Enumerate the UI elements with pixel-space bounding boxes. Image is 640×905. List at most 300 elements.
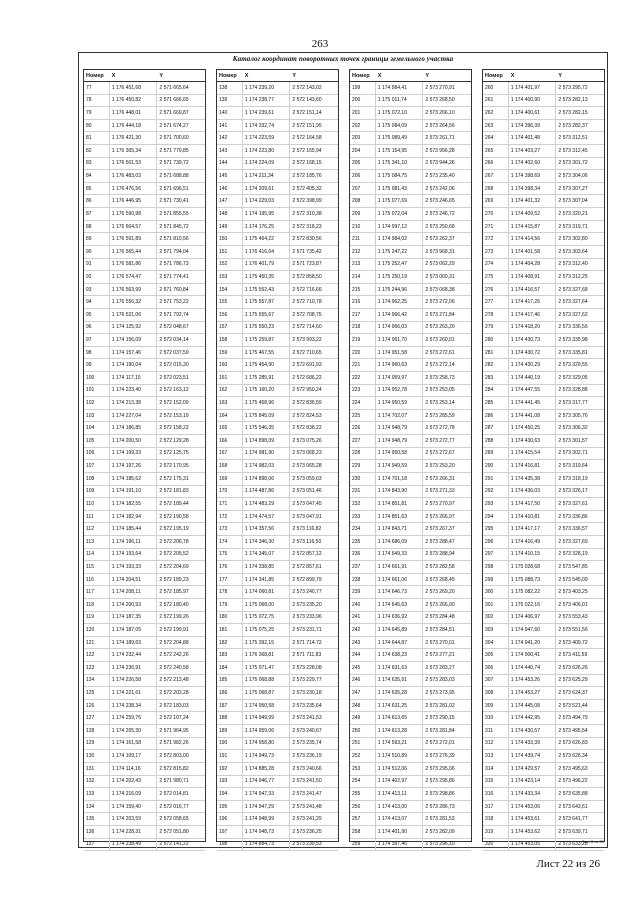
coord-y: 2 573 328,88 <box>558 387 588 394</box>
point-number: 312 <box>483 738 509 750</box>
table-row <box>483 435 604 448</box>
point-number: 287 <box>483 422 509 434</box>
table-row <box>84 473 205 486</box>
coord-y: 2 573 062,29 <box>425 261 455 268</box>
coordinate-column <box>216 69 339 848</box>
table-row <box>483 549 604 562</box>
table-row <box>350 259 471 272</box>
table-row <box>217 259 338 272</box>
point-number: 108 <box>84 473 110 485</box>
point-number: 113 <box>84 536 110 548</box>
coord-x: 1 174 236,91 <box>110 662 158 674</box>
coord-y: 2 573 241,50 <box>292 778 322 785</box>
coord-y: 2 573 270,97 <box>425 500 455 507</box>
coord-y: 2 573 266,10 <box>425 110 455 117</box>
point-number: 248 <box>350 700 376 712</box>
point-number: 95 <box>84 309 110 321</box>
table-row <box>350 649 471 662</box>
table-row <box>84 511 205 524</box>
table-row <box>217 359 338 372</box>
point-number: 314 <box>483 763 509 775</box>
coord-x: 1 174 645,63 <box>376 599 424 611</box>
point-number: 115 <box>84 561 110 573</box>
header-number: Номер <box>485 72 503 79</box>
table-row <box>84 271 205 284</box>
point-number: 165 <box>217 422 243 434</box>
coordinate-column <box>349 69 472 848</box>
coord-x: 1 174 453,27 <box>509 687 557 699</box>
table-row <box>84 738 205 751</box>
coord-y: 2 572 143,60 <box>292 97 322 104</box>
coord-x: 1 174 211,34 <box>243 170 291 182</box>
point-number: 212 <box>350 246 376 258</box>
point-number: 144 <box>217 158 243 170</box>
table-row <box>84 662 205 675</box>
coord-y: 2 572 203,28 <box>159 690 189 697</box>
table-row <box>217 284 338 297</box>
point-number: 161 <box>217 372 243 384</box>
coord-y: 2 572 318,23 <box>292 223 322 230</box>
point-number: 112 <box>84 523 110 535</box>
coord-x: 1 176 305,34 <box>110 145 158 157</box>
table-row <box>483 725 604 738</box>
coord-x: 1 175 259,87 <box>243 334 291 346</box>
coordinate-column <box>83 69 206 848</box>
point-number: 264 <box>483 132 509 144</box>
coord-y: 2 573 253,14 <box>425 400 455 407</box>
coord-y: 2 573 272,06 <box>425 299 455 306</box>
coord-y: 2 572 710,78 <box>292 299 322 306</box>
coord-x: 1 174 960,63 <box>376 359 424 371</box>
table-row <box>483 712 604 725</box>
coord-x: 1 174 417,17 <box>509 523 557 535</box>
coord-x: 1 174 947,29 <box>243 801 291 813</box>
header-x: X <box>111 72 116 79</box>
table-row <box>350 271 471 284</box>
coord-x: 1 174 447,55 <box>509 385 557 397</box>
coord-y: 2 571 810,56 <box>159 236 189 243</box>
coord-x: 1 174 357,56 <box>243 523 291 535</box>
point-number: 147 <box>217 195 243 207</box>
table-row <box>483 649 604 662</box>
table-row <box>84 246 205 259</box>
point-number: 275 <box>483 271 509 283</box>
coord-x: 1 175 068,87 <box>243 687 291 699</box>
coord-y: 2 573 336,57 <box>558 526 588 533</box>
inner-sheet-label: Лист 8 из 30 <box>581 839 604 844</box>
point-number: 156 <box>217 309 243 321</box>
coord-y: 2 573 233,96 <box>292 614 322 621</box>
coord-x: 1 174 191,10 <box>110 486 158 498</box>
coord-y: 2 573 059,03 <box>292 475 322 482</box>
point-number: 182 <box>217 637 243 649</box>
point-number: 308 <box>483 687 509 699</box>
coord-y: 2 573 547,85 <box>558 563 588 570</box>
coord-x: 1 174 203,59 <box>110 813 158 825</box>
point-number: 237 <box>350 561 376 573</box>
coord-x: 1 176 368,81 <box>243 649 291 661</box>
coord-y: 2 572 204,88 <box>159 639 189 646</box>
table-row <box>84 788 205 801</box>
coord-y: 2 573 253,05 <box>425 387 455 394</box>
table-row <box>217 183 338 196</box>
table-row <box>217 107 338 120</box>
point-number: 133 <box>84 788 110 800</box>
coord-y: 2 573 312,40 <box>558 261 588 268</box>
coord-x: 1 175 285,91 <box>243 372 291 384</box>
coord-x: 1 174 981,90 <box>243 448 291 460</box>
table-row <box>350 498 471 511</box>
coord-x: 1 174 410,15 <box>509 549 557 561</box>
point-number: 317 <box>483 801 509 813</box>
coord-x: 1 174 415,87 <box>509 221 557 233</box>
header-x: X <box>510 72 515 79</box>
table-row <box>84 801 205 814</box>
coord-y: 2 573 236,19 <box>292 753 322 760</box>
table-row <box>217 95 338 108</box>
table-row <box>84 725 205 738</box>
point-number: 168 <box>217 460 243 472</box>
coord-y: 2 572 151,95 <box>292 122 322 129</box>
table-row <box>217 397 338 410</box>
table-row <box>217 687 338 700</box>
table-row <box>350 750 471 763</box>
coord-y: 2 573 317,77 <box>558 400 588 407</box>
table-row <box>350 195 471 208</box>
coord-y: 2 573 302,80 <box>558 236 588 243</box>
point-number: 106 <box>84 448 110 460</box>
coord-x: 1 175 072,10 <box>376 107 424 119</box>
coord-x: 1 174 117,15 <box>110 372 158 384</box>
table-row <box>217 410 338 423</box>
coord-y: 2 573 284,51 <box>425 627 455 633</box>
coord-y: 2 573 312,45 <box>558 147 588 154</box>
table-row <box>217 473 338 486</box>
point-number: 297 <box>483 549 509 561</box>
catalog-title: Каталог координат поворотных точек границы земельного участка <box>232 55 454 63</box>
coord-y: 2 571 786,73 <box>159 261 189 268</box>
coordinate-columns <box>83 69 605 848</box>
coord-y: 2 573 270,01 <box>425 639 455 646</box>
coord-y: 2 572 714,60 <box>292 324 322 331</box>
coord-y: 2 573 268,50 <box>425 97 455 104</box>
point-number: 233 <box>350 511 376 523</box>
point-number: 235 <box>350 536 376 548</box>
table-row <box>483 334 604 347</box>
coord-y: 2 573 304,06 <box>558 173 588 180</box>
coord-y: 2 573 320,21 <box>558 210 588 217</box>
coord-x: 1 174 224,09 <box>243 158 291 170</box>
point-number: 84 <box>84 170 110 182</box>
point-number: 143 <box>217 145 243 157</box>
coord-x: 1 175 084,09 <box>376 120 424 132</box>
point-number: 289 <box>483 448 509 460</box>
coord-x: 1 174 406,97 <box>509 612 557 624</box>
coord-y: 2 573 641,77 <box>558 816 588 823</box>
coord-y: 2 573 335,98 <box>558 336 588 343</box>
table-row <box>350 246 471 259</box>
table-row <box>84 813 205 826</box>
coord-x: 1 174 613,28 <box>376 725 424 737</box>
table-row <box>217 536 338 549</box>
point-number: 293 <box>483 498 509 510</box>
coord-x: 1 174 193,33 <box>110 561 158 573</box>
coord-x: 1 174 423,14 <box>509 776 557 788</box>
coord-x: 1 175 068,00 <box>243 599 291 611</box>
coord-y: 2 572 034,14 <box>159 336 189 343</box>
point-number: 259 <box>350 839 376 851</box>
coord-x: 1 174 413,11 <box>376 788 424 800</box>
point-number: 139 <box>217 95 243 107</box>
point-number: 221 <box>350 359 376 371</box>
table-row <box>483 145 604 158</box>
table-row <box>217 788 338 801</box>
table-row <box>483 776 604 789</box>
table-row <box>84 422 205 435</box>
point-number: 93 <box>84 284 110 296</box>
coord-x: 1 175 082,22 <box>509 586 557 598</box>
sheet-label: Лист 22 из 26 <box>536 858 600 870</box>
coord-x: 1 176 565,44 <box>110 246 158 258</box>
table-row <box>350 801 471 814</box>
coord-y: 2 573 276,39 <box>425 753 455 760</box>
coord-y: 2 573 626,34 <box>558 753 588 760</box>
coord-x: 1 175 244,96 <box>376 284 424 296</box>
coord-y: 2 573 065,28 <box>292 463 322 470</box>
point-number: 138 <box>217 82 243 94</box>
point-number: 92 <box>84 271 110 283</box>
point-number: 149 <box>217 221 243 233</box>
coord-y: 2 571 739,72 <box>159 160 189 167</box>
table-row <box>483 511 604 524</box>
coord-y: 2 571 982,26 <box>159 740 189 747</box>
coord-x: 1 174 949,99 <box>243 712 291 724</box>
coord-y: 2 573 307,04 <box>558 198 588 205</box>
table-row <box>84 712 205 725</box>
coord-y: 2 573 272,78 <box>425 425 455 432</box>
coord-y: 2 573 312,51 <box>558 135 588 142</box>
coord-x: 1 174 439,74 <box>509 750 557 762</box>
point-number: 79 <box>84 107 110 119</box>
coord-y: 2 573 266,31 <box>425 475 455 482</box>
point-number: 100 <box>84 372 110 384</box>
coord-y: 2 571 666,65 <box>159 97 189 104</box>
point-number: 294 <box>483 511 509 523</box>
coord-y: 2 573 253,20 <box>425 463 455 470</box>
coord-x: 1 174 951,58 <box>376 347 424 359</box>
table-row <box>350 170 471 183</box>
coord-y: 2 573 240,67 <box>292 727 322 734</box>
table-row <box>483 271 604 284</box>
table-row <box>84 637 205 650</box>
coord-x: 1 174 060,81 <box>243 586 291 598</box>
coord-x: 1 174 418,20 <box>509 322 557 334</box>
coord-y: 2 573 335,81 <box>558 349 588 356</box>
coord-x: 1 176 476,56 <box>110 183 158 195</box>
coord-y: 2 573 411,59 <box>558 652 588 659</box>
table-row <box>217 574 338 587</box>
table-row <box>483 473 604 486</box>
coord-x: 1 174 635,91 <box>376 675 424 687</box>
coord-y: 2 572 014,81 <box>159 790 189 797</box>
coord-y: 2 572 858,50 <box>292 273 322 280</box>
table-row <box>350 486 471 499</box>
point-number: 199 <box>350 82 376 94</box>
coord-x: 1 175 028,68 <box>509 561 557 573</box>
point-number: 231 <box>350 486 376 498</box>
table-row <box>84 259 205 272</box>
coord-x: 1 174 200,93 <box>110 599 158 611</box>
point-number: 160 <box>217 359 243 371</box>
coord-y: 2 572 830,56 <box>292 236 322 243</box>
table-row <box>217 763 338 776</box>
coord-x: 1 174 984,02 <box>376 233 424 245</box>
coord-x: 1 175 557,87 <box>243 296 291 308</box>
point-number: 131 <box>84 763 110 775</box>
table-row <box>217 637 338 650</box>
coord-y: 2 573 241,48 <box>292 803 322 810</box>
coord-y: 2 572 310,38 <box>292 210 322 217</box>
coord-x: 1 174 346,30 <box>243 536 291 548</box>
table-row <box>350 435 471 448</box>
point-number: 128 <box>84 725 110 737</box>
table-row <box>350 662 471 675</box>
coord-y: 2 573 285,59 <box>425 412 455 419</box>
table-row <box>84 763 205 776</box>
coord-x: 1 175 252,47 <box>376 259 424 271</box>
coord-y: 2 573 329,55 <box>558 362 588 369</box>
point-number: 290 <box>483 460 509 472</box>
coord-y: 2 573 235,74 <box>292 740 322 747</box>
coord-y: 2 573 326,17 <box>558 488 588 495</box>
coord-x: 1 174 453,62 <box>509 826 557 838</box>
coord-y: 2 573 301,57 <box>558 437 588 444</box>
coord-x: 1 174 474,57 <box>243 511 291 523</box>
point-number: 263 <box>483 120 509 132</box>
coord-y: 2 572 206,78 <box>159 538 189 545</box>
table-row <box>217 208 338 221</box>
column-header <box>84 70 205 82</box>
table-row <box>84 107 205 120</box>
coord-x: 1 174 962,25 <box>376 296 424 308</box>
coord-x: 1 174 185,44 <box>110 523 158 535</box>
coord-x: 1 175 555,67 <box>243 309 291 321</box>
table-row <box>84 460 205 473</box>
table-row <box>217 586 338 599</box>
point-number: 310 <box>483 712 509 724</box>
table-row <box>350 523 471 536</box>
table-row <box>84 700 205 713</box>
coord-x: 1 174 238,49 <box>110 839 158 851</box>
coord-x: 1 174 510,89 <box>376 750 424 762</box>
coord-x: 1 176 401,79 <box>243 259 291 271</box>
coord-x: 1 174 403,27 <box>509 145 557 157</box>
coord-x: 1 176 556,32 <box>110 296 158 308</box>
coord-x: 1 174 410,81 <box>509 511 557 523</box>
coord-y: 2 572 204,69 <box>159 563 189 570</box>
coord-x: 1 174 946,77 <box>243 776 291 788</box>
table-row <box>483 536 604 549</box>
table-row <box>217 221 338 234</box>
coord-x: 1 174 430,57 <box>509 725 557 737</box>
point-number: 265 <box>483 145 509 157</box>
point-number: 78 <box>84 95 110 107</box>
coord-y: 2 573 553,43 <box>558 614 588 621</box>
point-number: 261 <box>483 95 509 107</box>
coord-x: 1 174 950,58 <box>376 448 424 460</box>
table-row <box>84 612 205 625</box>
coord-y: 2 572 180,40 <box>159 601 189 608</box>
coord-y: 2 573 327,69 <box>558 538 588 545</box>
coord-y: 2 572 048,67 <box>159 324 189 331</box>
table-row <box>350 599 471 612</box>
coord-y: 2 572 107,24 <box>159 715 189 722</box>
coord-x: 1 174 401,97 <box>509 82 557 94</box>
point-number: 118 <box>84 599 110 611</box>
point-number: 91 <box>84 259 110 271</box>
coord-y: 2 573 270,91 <box>425 84 455 91</box>
table-row <box>217 662 338 675</box>
point-number: 285 <box>483 397 509 409</box>
coord-x: 1 174 952,78 <box>376 385 424 397</box>
table-row <box>217 561 338 574</box>
coord-x: 1 174 898,06 <box>243 473 291 485</box>
table-row <box>350 612 471 625</box>
coord-y: 2 573 060,31 <box>425 273 455 280</box>
table-row <box>483 498 604 511</box>
point-number: 193 <box>217 776 243 788</box>
table-row <box>217 422 338 435</box>
table-row <box>350 221 471 234</box>
coord-y: 2 573 260,01 <box>425 336 455 343</box>
coord-x: 1 174 185,62 <box>110 473 158 485</box>
point-number: 184 <box>217 662 243 674</box>
coord-y: 2 573 336,86 <box>558 513 588 520</box>
point-number: 298 <box>483 561 509 573</box>
point-number: 196 <box>217 813 243 825</box>
table-row <box>350 776 471 789</box>
table-row <box>350 561 471 574</box>
point-number: 187 <box>217 700 243 712</box>
point-number: 153 <box>217 271 243 283</box>
table-row <box>350 788 471 801</box>
coord-y: 2 573 284,48 <box>425 614 455 621</box>
coord-x: 1 174 397,46 <box>376 839 424 851</box>
coord-y: 2 573 241,29 <box>292 816 322 823</box>
point-number: 268 <box>483 183 509 195</box>
table-row <box>84 523 205 536</box>
point-number: 236 <box>350 549 376 561</box>
coord-x: 1 174 950,58 <box>243 700 291 712</box>
coord-y: 2 573 051,46 <box>292 488 322 495</box>
table-row <box>350 813 471 826</box>
coord-y: 2 572 213,48 <box>159 677 189 684</box>
coord-y: 2 572 899,79 <box>292 576 322 583</box>
point-number: 171 <box>217 498 243 510</box>
table-row <box>217 334 338 347</box>
point-number: 232 <box>350 498 376 510</box>
coord-x: 1 174 885,28 <box>243 763 291 775</box>
point-number: 280 <box>483 334 509 346</box>
coord-x: 1 174 959,06 <box>243 725 291 737</box>
coord-y: 2 573 295,86 <box>425 778 455 785</box>
coord-y: 2 572 023,51 <box>159 374 189 381</box>
point-number: 183 <box>217 649 243 661</box>
point-number: 295 <box>483 523 509 535</box>
table-row <box>84 82 205 95</box>
coord-y: 2 573 633,28 <box>558 841 588 848</box>
coord-y: 2 572 164,58 <box>292 135 322 142</box>
